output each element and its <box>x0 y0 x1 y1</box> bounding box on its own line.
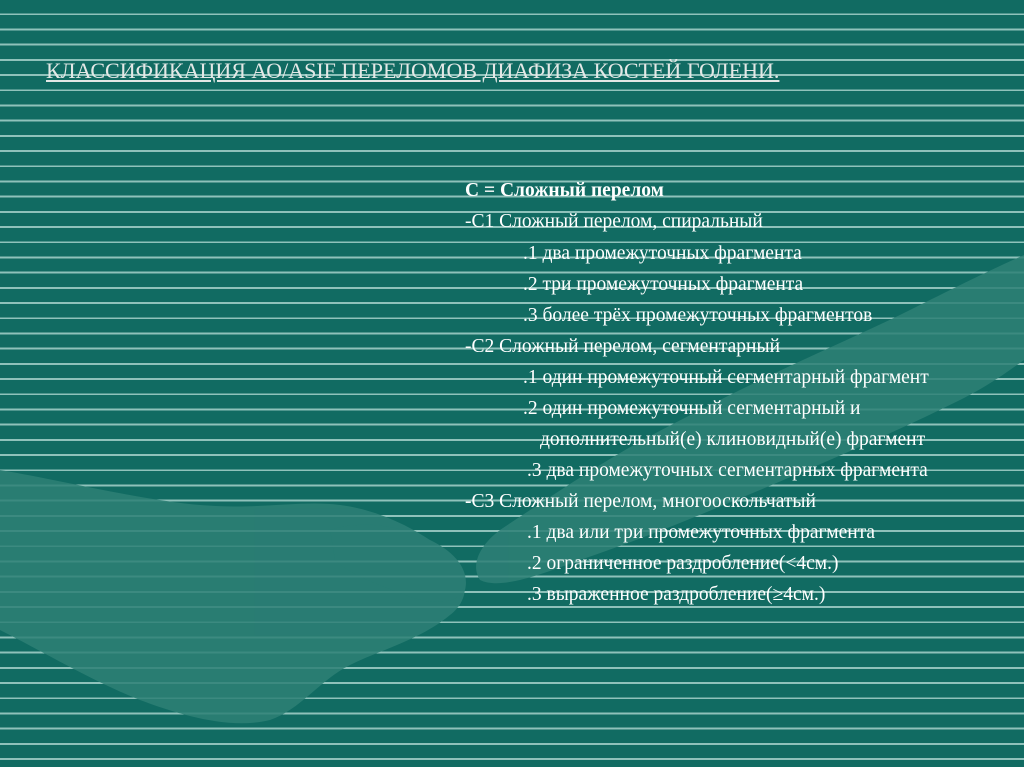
group-c-heading: С = Сложный перелом <box>465 180 664 201</box>
item-c2-3: .3 два промежуточных сегментарных фрагмента <box>527 460 928 481</box>
subgroup-c2: -С2 Сложный перелом, сегментарный <box>465 336 780 357</box>
item-c1-2: .2 три промежуточных фрагмента <box>523 274 804 295</box>
item-c2-2-continuation: дополнительный(е) клиновидный(е) фрагмент <box>540 429 926 450</box>
item-c2-1: .1 один промежуточный сегментарный фрагмент <box>523 367 929 388</box>
subgroup-c3: -С3 Сложный перелом, многооскольчатый <box>465 491 816 512</box>
item-c3-2: .2 ограниченное раздробление(<4см.) <box>527 553 839 574</box>
item-c3-3: .3 выраженное раздробление(≥4см.) <box>527 584 826 605</box>
item-c3-1: .1 два или три промежуточных фрагмента <box>527 522 876 543</box>
item-c2-2: .2 один промежуточный сегментарный и <box>523 398 861 419</box>
item-c1-1: .1 два промежуточных фрагмента <box>523 243 802 264</box>
subgroup-c1: -С1 Сложный перелом, спиральный <box>465 211 763 232</box>
slide-title: КЛАССИФИКАЦИЯ АО/ASIF ПЕРЕЛОМОВ ДИАФИЗА КОСТЕЙ ГОЛЕНИ. <box>46 58 780 83</box>
item-c1-3: .3 более трёх промежуточных фрагментов <box>523 305 873 326</box>
